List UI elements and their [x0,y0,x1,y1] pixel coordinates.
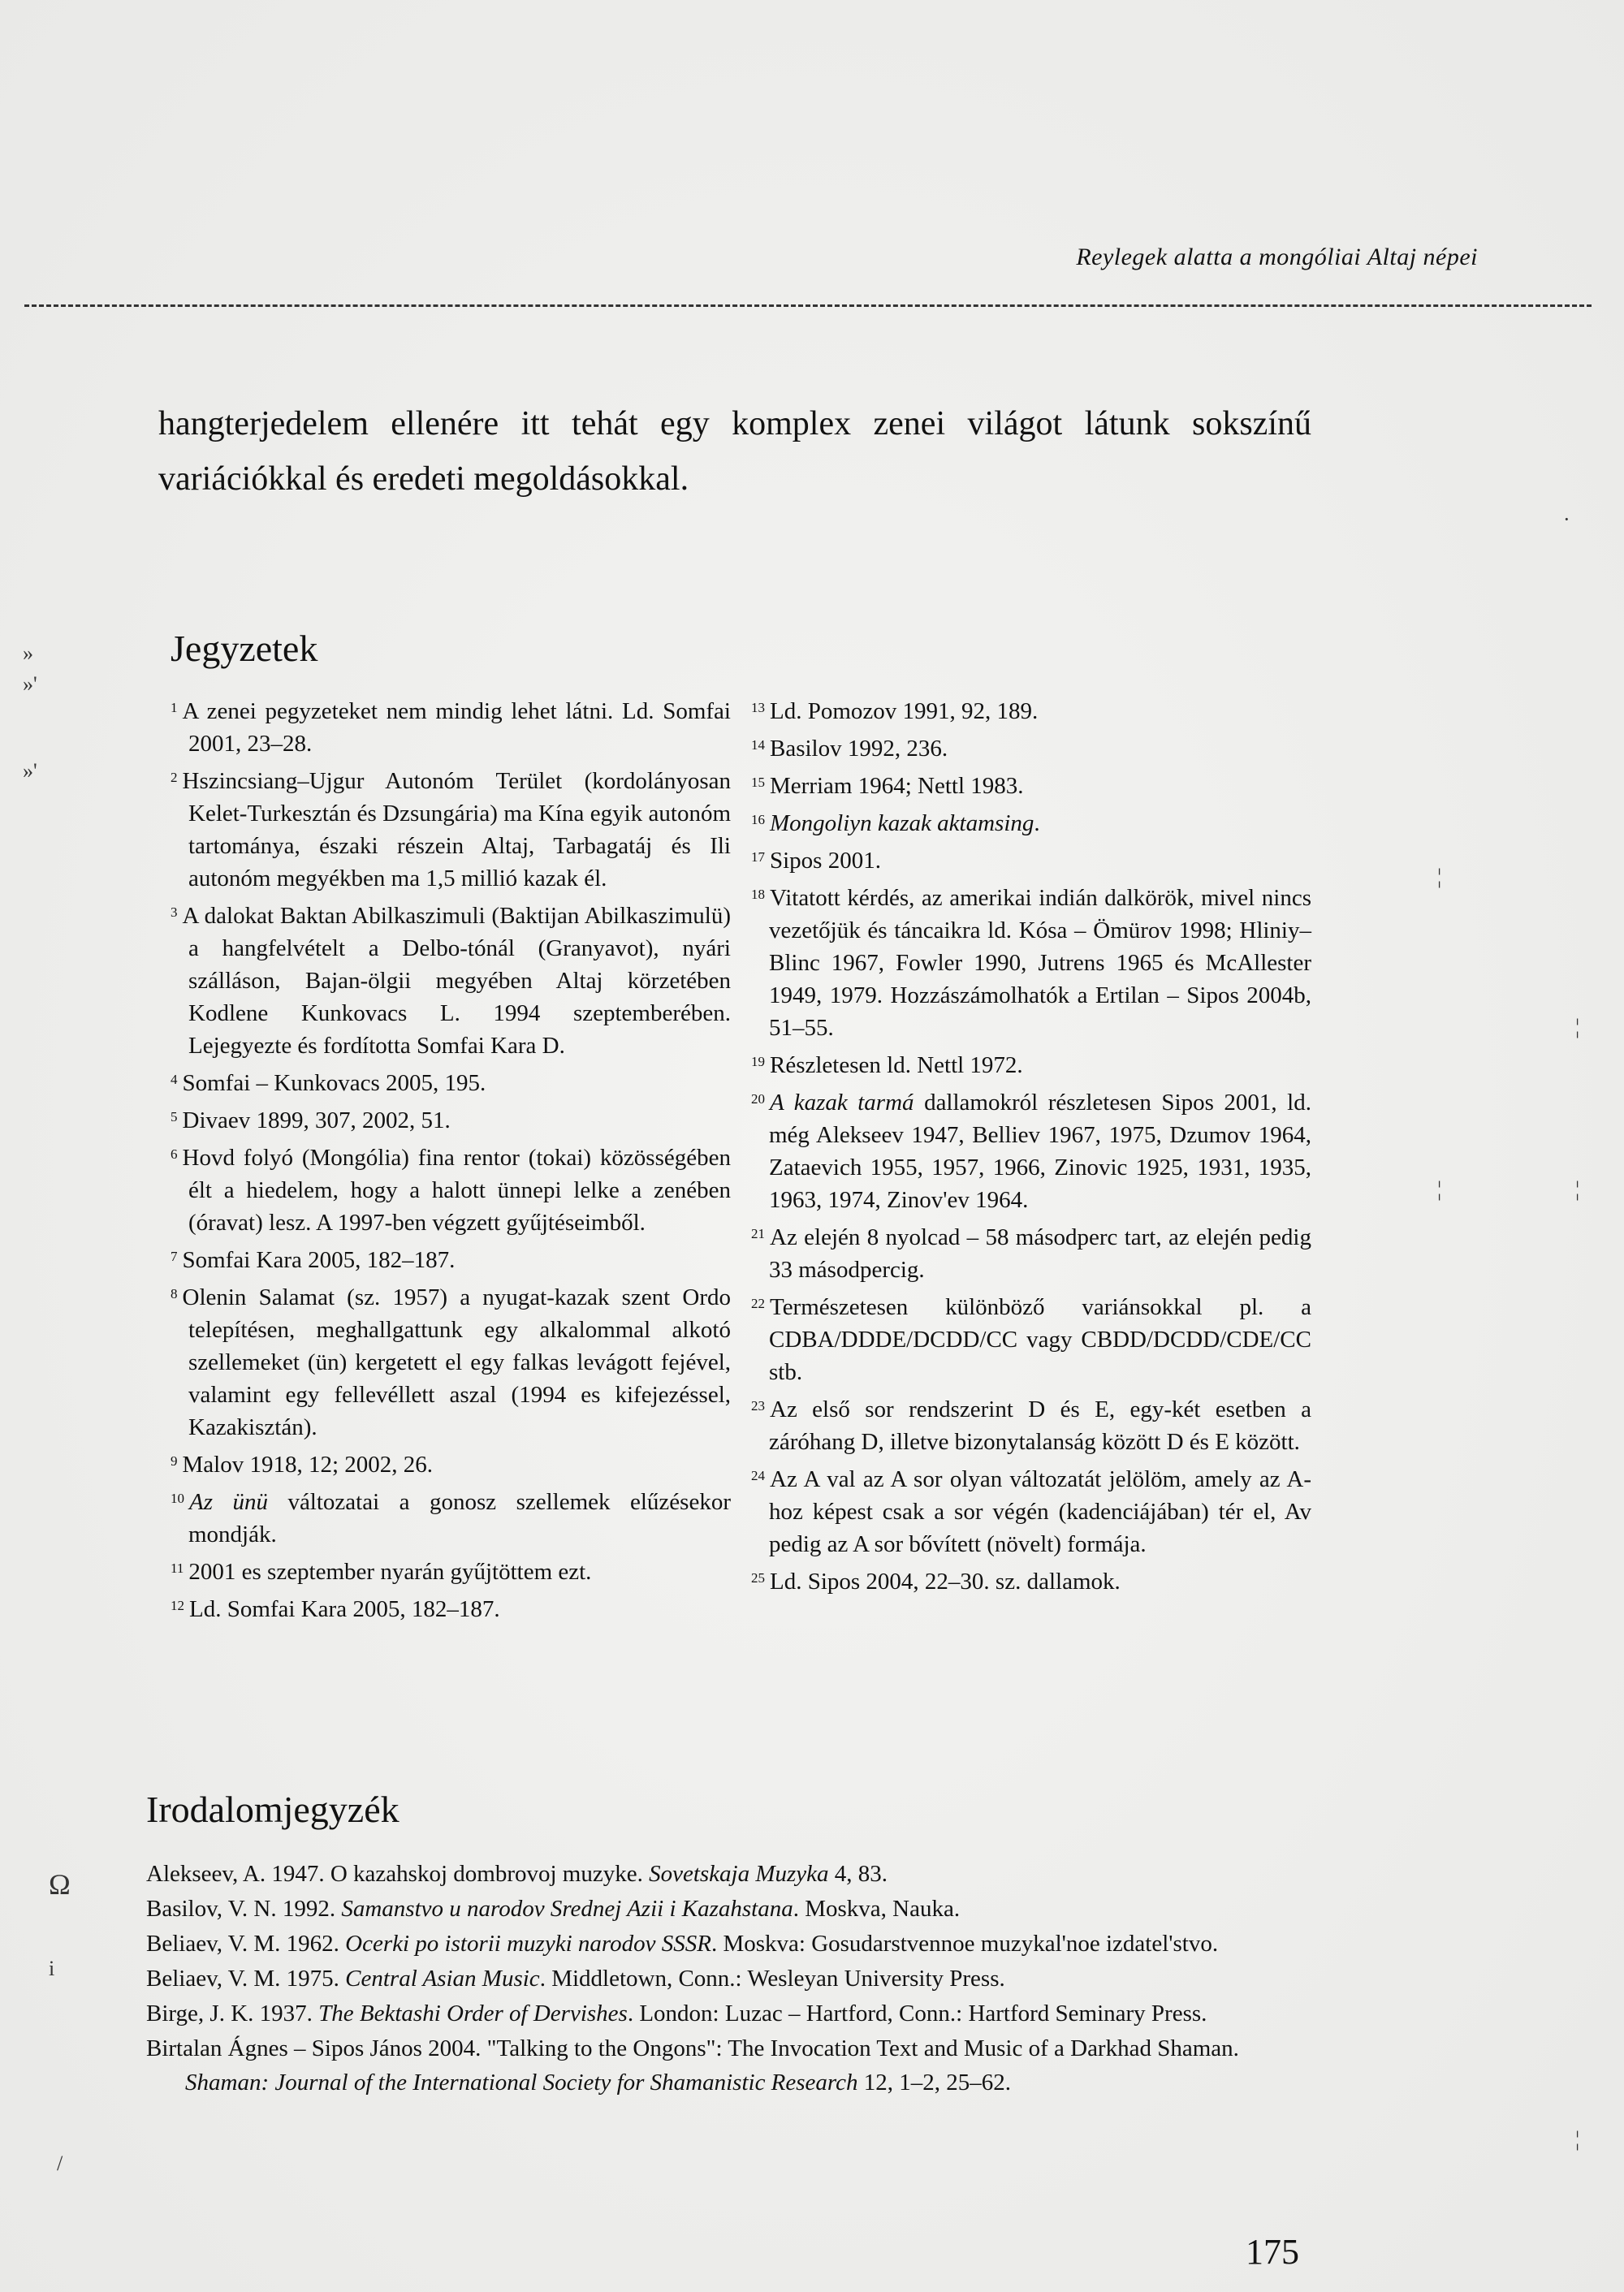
footnote: $^{16}$ Mongoliyn kazak aktamsing. [751,810,1040,836]
margin-mark: ¦ [1437,865,1442,888]
margin-mark: »' [23,672,37,696]
bibliography-entry: Birge, J. K. 1937. The Bektashi Order of Dervishes. London: Luzac – Hartford, Conn.: Hartford Seminary Press. [146,2001,1207,2027]
notes-list-left [171,692,731,1627]
margin-mark: ¦ [1575,1015,1580,1038]
bibliography-entry: Alekseev, A. 1947. O kazahskoj dombrovoj muzyke. Sovetskaja Muzyka 4, 83. [146,1861,888,1887]
running-head: Reylegek alatta a mongóliai Altaj népei [1076,244,1478,270]
footnote: $^{14}$ Basilov 1992, 236. [751,736,948,762]
footnote: $^{22}$ Természetesen különböző variánsokkal pl. a CDBA/DDDE/DCDD/CC vagy CBDD/DCDD/CDE/CC stb. [751,1294,1311,1385]
notes-list-right [751,692,1311,1599]
footnote: $^9$ Malov 1918, 12; 2002, 26. [171,1452,434,1478]
footnote: $^{23}$ Az első sor rendszerint D és E, egy-két esetben a záróhang D, illetve bizonytalanság között D és E között. [751,1396,1311,1455]
margin-mark: Ω [49,1868,71,1901]
footnote: $^{13}$ Ld. Pomozov 1991, 92, 189. [751,698,1039,724]
footnote: $^{11}$ 2001 es szeptember nyarán gyűjtöttem ezt. [171,1559,592,1585]
page-number: 175 [1246,2232,1299,2272]
bibliography-entry: Beliaev, V. M. 1962. Ocerki po istorii muzyki narodov SSSR. Moskva: Gosudarstvennoe muzykal'noe izdatel'stvo. [146,1931,1219,1957]
margin-mark: ¦ [1575,2127,1580,2151]
margin-mark: / [57,2152,63,2175]
bibliography-entry: Beliaev, V. M. 1975. Central Asian Music. Middletown, Conn.: Wesleyan University Press. [146,1966,1005,1992]
bibliography-list [146,1857,1315,2100]
footnote: $^{19}$ Részletesen ld. Nettl 1972. [751,1052,1023,1078]
intro-paragraph: hangterjedelem ellenére itt tehát egy komplex zenei világot látunk sokszínű variációkkal és eredeti megoldásokkal. [158,405,1311,498]
bibliography-entry: Basilov, V. N. 1992. Samanstvo u narodov Srednej Azii i Kazahstana. Moskva, Nauka. [146,1896,961,1922]
footnote: $^5$ Divaev 1899, 307, 2002, 51. [171,1107,451,1133]
footnote: $^{25}$ Ld. Sipos 2004, 22–30. sz. dallamok. [751,1569,1121,1595]
bibliography-heading: Irodalomjegyzék [146,1789,400,1830]
footnote: $^7$ Somfai Kara 2005, 182–187. [171,1247,456,1273]
margin-mark: · [1563,507,1570,531]
footnote: $^1$ A zenei pegyzeteket nem mindig lehet látni. Ld. Somfai 2001, 23–28. [171,698,731,757]
notes-heading: Jegyzetek [171,628,318,669]
footnote: $^{20}$ A kazak tarmá dallamokról részletesen Sipos 2001, ld. még Alekseev 1947, Belliev 1967, 1975, Dzumov 1964, Zataevich 1955, 1957, 1966, Zinovic 1925, 1931, 1935, 1963, 1974, Zinov'ev 1964. [751,1090,1311,1213]
footnote: $^{18}$ Vitatott kérdés, az amerikai indián dalkörök, mivel nincs vezetőjük és táncaikra ld. Kósa – Ömürov 1998; Hliniy–Blinc 1967, Fowler 1990, Jutrens 1965 és McAllester 1949, 1979. Hozzászámolhatók a Ertilan – Sipos 2004b, 51–55. [751,885,1311,1041]
margin-mark: »' [23,759,37,783]
footnote: $^{21}$ Az elején 8 nyolcad – 58 másodperc tart, az elején pedig 33 másodpercig. [751,1224,1311,1283]
footnote: $^3$ A dalokat Baktan Abilkaszimuli (Baktijan Abilkaszimulü) a hangfelvételt a Delbo-tónál (Granyavot), nyári szálláson, Bajan-ölgii megyében Altaj körzetében Kodlene Kunkovacs L. 1994 szeptemberében. Lejegyezte és fordította Somfai Kara D. [171,903,731,1059]
footnote: $^4$ Somfai – Kunkovacs 2005, 195. [171,1070,486,1096]
footnote: $^6$ Hovd folyó (Mongólia) fina rentor (tokai) közösségében élt a hiedelem, hogy a halott ünnepi lelke a zenében (óravat) lesz. A 1997-ben végzett gyűjtéseimből. [171,1145,731,1236]
footnote: $^{12}$ Ld. Somfai Kara 2005, 182–187. [171,1596,500,1622]
footnote: $^8$ Olenin Salamat (sz. 1957) a nyugat-kazak szent Ordo telepítésen, meghallgattunk egy alkalommal alkotó szellemeket (ün) kergetett el egy falkas levágott fejével, valamint egy fellevéllett aszal (1994 es kifejezéssel, Kazakisztán). [171,1284,731,1440]
margin-mark: i [49,1957,55,1980]
header-rule [24,304,1592,307]
footnote: $^{10}$ Az ünü változatai a gonosz szellemek elűzésekor mondják. [171,1489,731,1547]
margin-mark: ¦ [1575,1177,1580,1201]
margin-mark: » [23,641,33,665]
bibliography-entry: Birtalan Ágnes – Sipos János 2004. "Talking to the Ongons": The Invocation Text and Music of a Darkhad Shaman. Shaman: Journal of the International Society for Shamanistic Research 12, 1–2, 25–62. [146,2035,1239,2096]
footnote: $^{17}$ Sipos 2001. [751,848,881,874]
footnote: $^{15}$ Merriam 1964; Nettl 1983. [751,773,1024,799]
footnote: $^2$ Hszincsiang–Ujgur Autonóm Terület (kordolányosan Kelet-Turkesztán és Dzsungária) ma Kína egyik autonóm tartománya, északi részein Altaj, Tarbagatáj és Ili autonóm megyékben ma 1,5 millió kazak él. [171,768,731,891]
margin-mark: ¦ [1437,1177,1442,1201]
footnote: $^{24}$ Az A val az A sor olyan változatát jelölöm, amely az A-hoz képest csak a sor végén (kadenciájában) tér el, Av pedig az A sor bővített (növelt) formája. [751,1466,1311,1557]
